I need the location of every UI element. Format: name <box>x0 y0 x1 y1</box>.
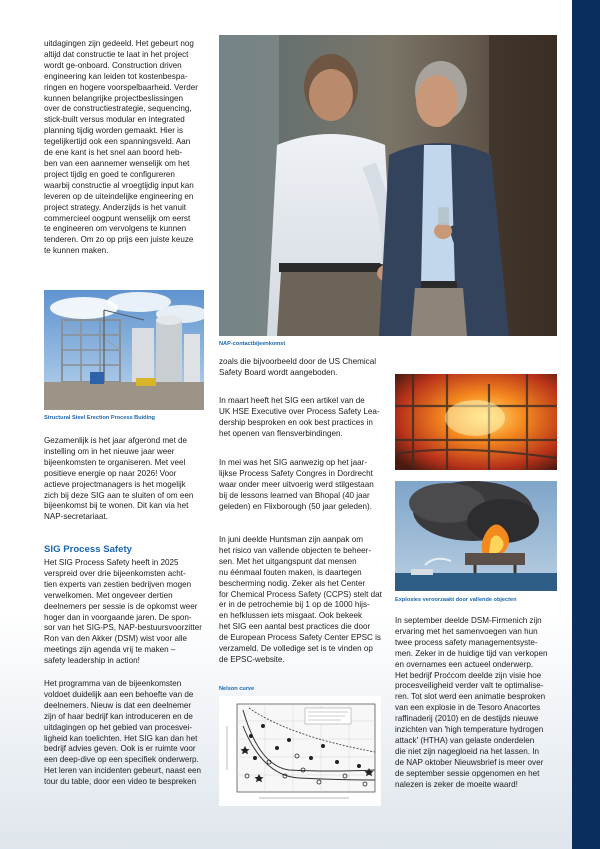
col3-paragraph-1: In september deelde DSM-Firmenich zijn ervaring met het samenvoegen van hun twee process safety managementsyste- men. Zeker in de huidige tijd van verkopen en overnames een actueel onderwerp. Het bedrijf Proćcom deelde zijn visie hoe procesveiligheid verder valt te optimalise- ren. Tot slot werd een animatie besproken van een explosie in de Tesoro Anacortes raffinaderij (2010) en de destijds nieuwe inzichten van 'high temperature hydrogen attack' (HTHA) van gelaste onderdelen die niet zijn nagegloeid na het lassen. In de NAP oktober Nieuwsbrief is meer over de september sessie opgenomen en het nalezen is zeker de moeite waard! <box>395 616 548 789</box>
col2-paragraph-2: In maart heeft het SIG een artikel van de UK HSE Executive over Process Safety Lea- dership besproken en ook best practices in het openen van flensverbindingen. <box>219 396 380 438</box>
col2-paragraph-3: In mei was het SIG aanwezig op het jaar- lijkse Process Safety Congres in Dordrecht waar onder meer uitvoerig werd stilgestaan bij de lessons learned van Bhopal (40 jaar geleden) en Flixborough (50 jaar geleden). <box>219 458 374 511</box>
explosions-caption: Explosies veroorzaakt door vallende objecten <box>395 597 517 603</box>
col2-paragraph-1: zoals die bijvoorbeeld door de US Chemical Safety Board wordt aangeboden. <box>219 357 377 377</box>
contact-meeting-photo <box>219 35 557 336</box>
nelson-curve-caption: Nelson curve <box>219 686 255 692</box>
steel-erection-caption: Structural Steel Erection Process Buiding <box>44 415 155 421</box>
fire-explosion-photo <box>395 374 557 470</box>
col1-paragraph-1: uitdagingen zijn gedeeld. Het gebeurt nog altijd dat constructie te laat in het project wordt ge-onboard. Construction driven engineering kan leiden tot kostenbespa- ringen en hogere voorspelbaarheid. Verder kunnen belangrijke projectbeslissingen over de constructiestrategie, sequencing, stick-built versus modular en integrated planning tijdig worden gemaakt. Hier is tegelijkertijd ook een spanningsveld. Aan de ene kant is het snel aan boord heb- ben van een aannemer wenselijk om het project tijdig en goed te configureren waarbij constructie al vroegtijdig input kan leveren op de uiteindelijke engineering en project strategy. Anderzijds is het vanuit commercieel oogpunt wenselijk om eerst te engineeren om vervolgens te kunnen tenderen. Om zo op prijs een juiste keuze te kunnen maken. <box>44 39 198 256</box>
contact-meeting-caption: NAP-contactbijeenkomst <box>219 341 286 347</box>
col1-paragraph-4: Het programma van de bijeenkomsten voldoet duidelijk aan een behoefte van de deelnemers. Nieuw is dat een deelnemer zijn of haar bedrijf kan introduceren en de uitdagingen op het gebied van procesvei- ligheid kan toelichten. Het SIG kan dan het bedrijf advies geven. Ook is er ruimte voor een deep-dive op een specifiek onderwerp. Het leren van incidenten gebeurt, naast een tour du table, door een video te bespreken <box>44 679 202 787</box>
section-heading-sig-process-safety: SIG Process Safety <box>44 544 132 555</box>
col2-paragraph-4: In juni deelde Huntsman zijn aanpak om het risico van vallende objecten te beheer- sen. Met het uitgangspunt dat mensen nu éénmaal fouten maken, is daartegen bescherming nodig. Zeker als het Center for Chemical Process Safety (CCPS) stelt dat er in de petrochemie bij 1 op de 1000 hijs- en hefklussen iets misgaat. Ook bekeek het SIG een aantal best practices die door de European Process Safety Center EPSC is verzameld. De volledige set is te vinden op de EPSC-website. <box>219 535 382 664</box>
steel-erection-photo <box>44 290 204 410</box>
right-margin-band <box>572 0 600 849</box>
col1-paragraph-2: Gezamenlijk is het jaar afgerond met de instelling om in het nieuwe jaar weer bijeenkomsten te organiseren. Met veel positieve energie op naar 2026! Voor actieve projectmanagers is het mogelijk zich bij deze SIG aan te sluiten of om een bijeenkomst bij te wonen. Dit kan via het NAP-secretariaat. <box>44 436 194 522</box>
nelson-curve-figure <box>219 696 381 806</box>
col1-paragraph-3: Het SIG Process Safety heeft in 2025 verspreid over drie bijeenkomsten acht- tien experts van zestien bedrijven mogen verwelkomen. Met ongeveer dertien deelnemers per sessie is de opkomst weer hoger dan in voorgaande jaren. De spon- sor van het SIG-PS, NAP-bestuursvoorzitter Ron van den Akker (DSM) wist voor alle meetings zijn agenda vrij te maken – safety leadership in action! <box>44 558 202 666</box>
offshore-fire-photo <box>395 481 557 591</box>
